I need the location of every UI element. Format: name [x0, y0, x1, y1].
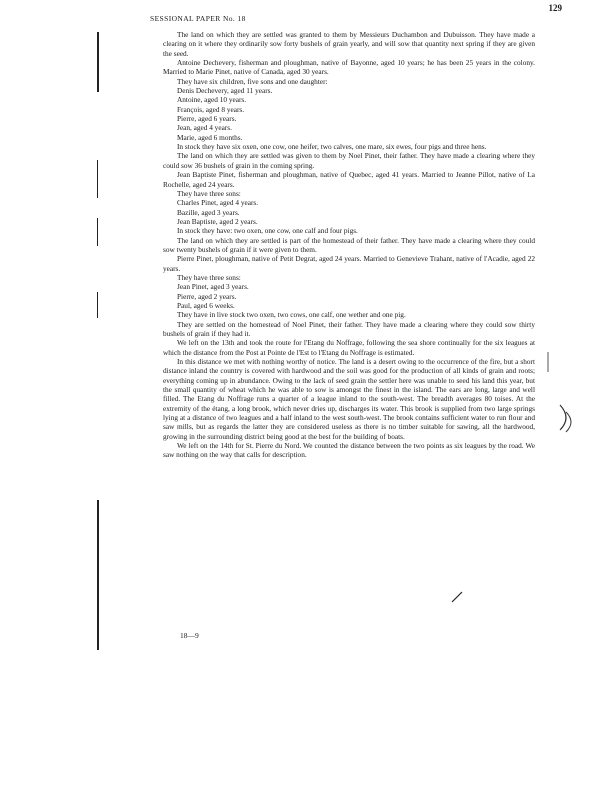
paragraph: In this distance we met with nothing worthy of notice. The land is a desert owing to the occurrence of the fire, but a short distance inland the country is covered with hardwood and the soil was good for the production of all kinds of grain and roots; everything coming up in abundance. Owing to the lack of seed grain the settler here was unable to seed his land this year, but the small quantity of wheat which he was able to sow is amongst the finest in the island. The ears are long, large and well filled. The Etang du Noffrage runs a quarter of a league inland to the south-west. The breadth averages 80 toises. At the extremity of the étang, a long brook, which never dries up, discharges its water. This brook is supplied from two large springs lying at a distance of two leagues and a half inland to the west south-west. The brook contains sufficient water to run flour and saw mills, but as regards the latter they are considered useless as there is no timber suitable for sawing, all the hardwood, growing in the surrounding district being good at the best for the building of boats.	[163, 357, 535, 441]
paragraph: The land on which they are settled was given to them by Noel Pinet, their father. They have made a clearing where they could sow 36 bushels of grain in the coming spring.	[163, 151, 535, 170]
paragraph: They have three sons:	[177, 272, 241, 282]
paragraph: The land on which they are settled was granted to them by Messieurs Duchambon and Dubuisson. They have made a clearing on it where they ordinarily sow forty bushels of grain yearly, and will sow that quantity next spring if they are given the seed.	[163, 30, 535, 58]
running-title: SESSIONAL PAPER No. 18	[150, 14, 246, 23]
paragraph: They have in live stock two oxen, two cows, one calf, one wether and one pig.	[177, 310, 406, 320]
list-item: Bazille, aged 3 years.	[177, 207, 240, 217]
paragraph: Jean Baptiste Pinet, fisherman and ploughman, native of Quebec, aged 41 years. Married to Jeanne Pillot, native of La Rochelle, aged 24 years.	[163, 170, 535, 189]
list-item: Charles Pinet, aged 4 years.	[177, 198, 259, 208]
list-item: Pierre, aged 6 years.	[177, 114, 237, 124]
paragraph: In stock they have: two oxen, one cow, one calf and four pigs.	[177, 226, 358, 236]
list-item: Marie, aged 6 months.	[177, 132, 243, 142]
page-number: 129	[548, 3, 562, 13]
paragraph: Pierre Pinet, ploughman, native of Petit Degrat, aged 24 years. Married to Genevieve Trahant, native of l'Acadie, aged 22 years.	[163, 254, 535, 273]
paragraph: In stock they have six oxen, one cow, one heifer, two calves, one mare, six ewes, four pigs and three hens.	[177, 142, 487, 152]
list-item: Denis Dechevery, aged 11 years.	[177, 86, 273, 96]
list-item: Antoine, aged 10 years.	[177, 95, 247, 105]
paragraph: They are settled on the homestead of Noel Pinet, their father. They have made a clearing where they could sow thirty bushels of grain if they had it.	[163, 319, 535, 338]
paragraph: The land on which they are settled is part of the homestead of their father. They have made a clearing where they could sow twenty bushels of grain if it were given to them.	[163, 235, 535, 254]
list-item: François, aged 8 years.	[177, 104, 245, 114]
signature-code: 18—9	[180, 631, 199, 640]
paragraph: They have three sons:	[177, 188, 241, 198]
list-item: Jean, aged 4 years.	[177, 123, 232, 133]
list-item: Pierre, aged 2 years.	[177, 291, 237, 301]
list-item: Jean Baptiste, aged 2 years.	[177, 216, 258, 226]
paragraph: They have six children, five sons and one daughter:	[177, 76, 328, 86]
paragraph: We left on the 13th and took the route for l'Etang du Noffrage, following the sea shore continually for the six leagues at which the distance from the Post at Pointe de l'Est to l'Etang du Noffrage is estimated.	[163, 338, 535, 357]
body-text	[163, 30, 535, 460]
paragraph: Antoine Dechevery, fisherman and ploughman, native of Bayonne, aged 10 years; he has been 25 years in the colony. Married to Marie Pinet, native of Canada, aged 30 years.	[163, 58, 535, 77]
list-item: Jean Pinet, aged 3 years.	[177, 282, 249, 292]
paragraph: We left on the 14th for St. Pierre du Nord. We counted the distance between the two points as six leagues by the road. We saw nothing on the way that calls for description.	[163, 441, 535, 460]
list-item: Paul, aged 6 weeks.	[177, 300, 235, 310]
